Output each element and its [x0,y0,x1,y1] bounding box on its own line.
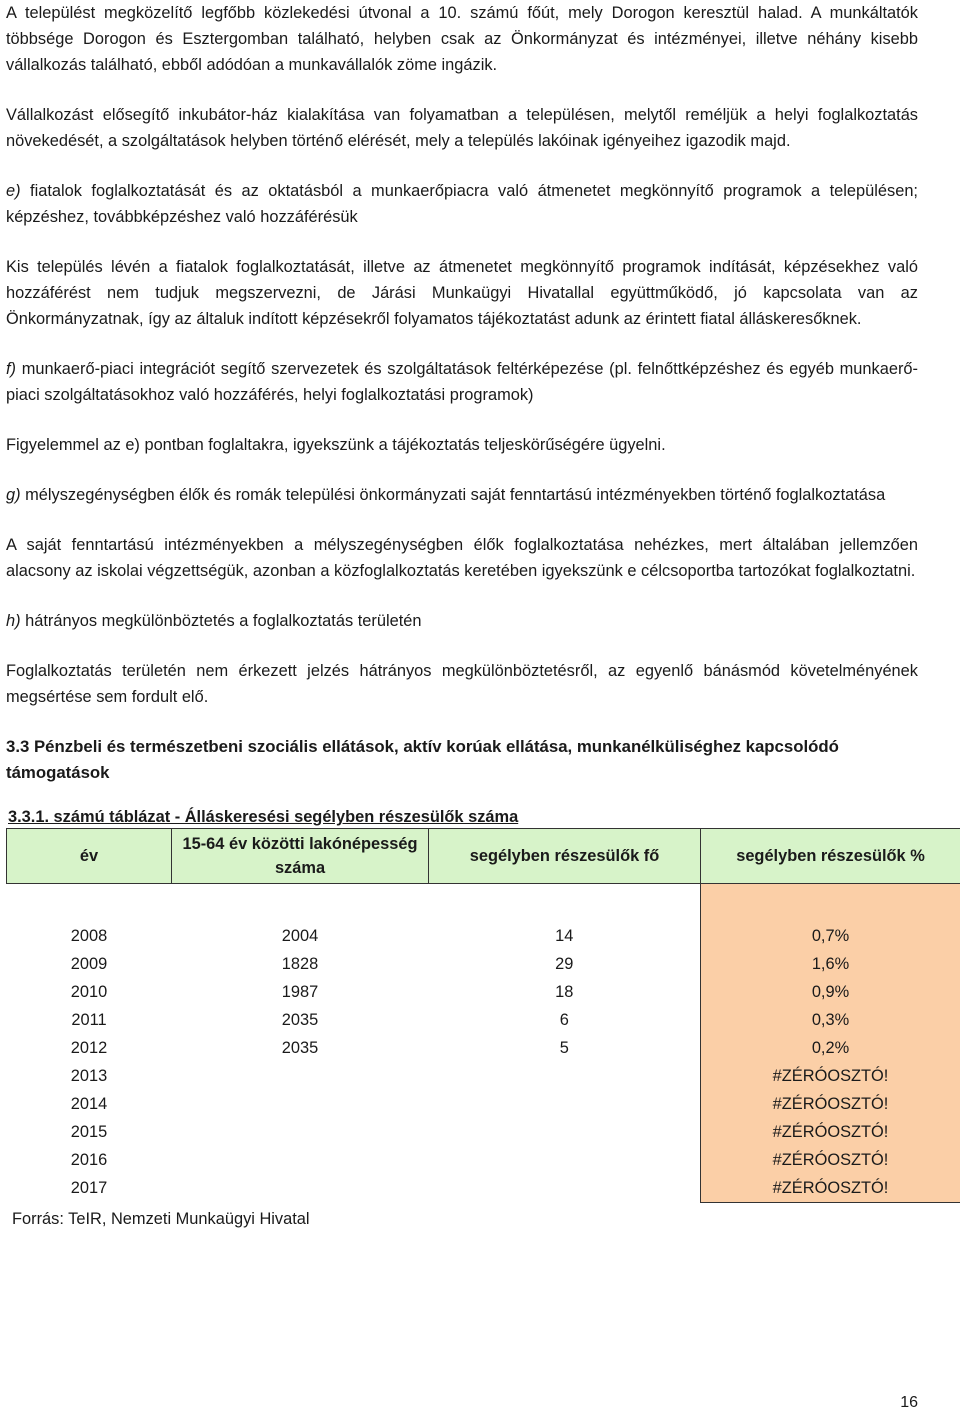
cell-recipients-percent: #ZÉRÓOSZTÓ! [701,1174,960,1203]
page-number: 16 [900,1394,918,1411]
paragraph-discrimination: Foglalkoztatás területén nem érkezett jelzés hátrányos megkülönböztetésről, az egyenlő bánásmód követelményének megsértése sem fordult elő. [6,662,918,706]
cell-year: 2009 [70,954,108,973]
table-row [7,1174,960,1203]
cell-recipients-count: 18 [555,982,574,1001]
cell-recipients-percent: 0,3% [701,1006,960,1034]
cell-recipients-percent: #ZÉRÓOSZTÓ! [701,1146,960,1174]
spacer-cell [429,884,701,923]
table-row [7,1118,960,1146]
spacer-cell [172,884,429,923]
cell-recipients-percent: #ZÉRÓOSZTÓ! [701,1062,960,1090]
paragraph-info: Figyelemmel az e) pontban foglaltakra, igyekszünk a tájékoztatás teljeskörűségére ügyelni. [6,436,666,454]
item-h-title [6,608,918,634]
table-row [7,1090,960,1118]
cell-year: 2010 [70,982,108,1001]
header-recipients-percent: segélyben részesülők % [701,829,960,884]
cell-year: 2016 [70,1150,108,1169]
cell-recipients-count: 6 [559,1010,569,1029]
cell-population: 2004 [281,926,319,945]
table-spacer-row [7,884,960,923]
item-e-label: e) [6,182,21,200]
paragraph-transport: A települést megközelítő legfőbb közlekedési útvonal a 10. számú főút, mely Dorogon keresztül halad. A munkáltatók többsége Dorogon és Esztergomban található, helyben csak az Önkormányzat és intézményei, illetve néhány kisebb vállalkozás található, ebből adódóan a munkavállalók zöme ingázik. [6,4,918,74]
table-caption: 3.3.1. számú táblázat - Álláskeresési segélyben részesülők száma [8,808,519,826]
table-row [7,922,960,950]
cell-recipients-count: 29 [555,954,574,973]
item-f-text: munkaerő-piaci integrációt segítő szervezetek és szolgáltatások feltérképezése (pl. felnőttképzéshez és egyéb munkaerő-piaci szolgáltatásokhoz való hozzáférés, helyi foglalkoztatási programok) [6,360,918,404]
cell-population [172,1118,429,1146]
item-g-title [6,482,918,508]
cell-recipients-percent: 1,6% [701,950,960,978]
item-f-title [6,356,918,408]
cell-population: 2035 [281,1038,319,1057]
item-e-text: fiatalok foglalkoztatását és az oktatásból a munkaerőpiacra való átmenetet megkönnyítő programok a településen; képzéshez, továbbképzéshez való hozzáférésük [6,182,918,226]
cell-population: 2035 [281,1010,319,1029]
paragraph-incubator: Vállalkozást elősegítő inkubátor-ház kialakítása van folyamatban a településen, melytől reméljük a helyi foglalkoztatás növekedését, a szolgáltatások helyben történő elérését, mely a település lakóinak igényeihez igazodik majd. [6,106,918,150]
item-e-title [6,178,918,230]
cell-population [172,1174,429,1203]
cell-year: 2013 [70,1066,108,1085]
header-recipients-count: segélyben részesülők fő [429,829,701,884]
cell-recipients-count: 5 [559,1038,569,1057]
table-row [7,1034,960,1062]
cell-recipients-count [429,1118,701,1146]
document-page [6,0,925,1231]
spacer-cell [701,884,960,923]
cell-recipients-count [429,1090,701,1118]
benefit-table [6,828,960,1203]
cell-recipients-percent: 0,9% [701,978,960,1006]
cell-year: 2015 [70,1122,108,1141]
table-row [7,1062,960,1090]
table-body [7,884,960,1203]
table-row [7,1146,960,1174]
table-row [7,950,960,978]
cell-population [172,1090,429,1118]
cell-recipients-count [429,1062,701,1090]
table-row [7,1006,960,1034]
table-source: Forrás: TeIR, Nemzeti Munkaügyi Hivatal [12,1210,310,1228]
header-population: 15-64 év közötti lakónépesség száma [172,829,429,884]
item-g-text: mélyszegénységben élők és romák települési önkormányzati saját fenntartású intézményekben történő foglalkoztatása [20,486,886,504]
paragraph-institutions: A saját fenntartású intézményekben a mélyszegénységben élők foglalkoztatása nehézkes, mert általában jellemzően alacsony az iskolai végzettségük, azonban a közfoglalkoztatás keretében igyekszünk e célcsoportba tartozókat foglalkoztatni. [6,536,918,580]
cell-year: 2014 [70,1094,108,1113]
cell-recipients-percent: #ZÉRÓOSZTÓ! [701,1090,960,1118]
cell-population: 1987 [281,982,319,1001]
cell-recipients-percent: 0,2% [701,1034,960,1062]
item-h-label: h) [6,612,21,630]
spacer-cell [7,884,172,923]
cell-year: 2017 [70,1178,108,1197]
header-year: év [7,829,172,884]
section-heading: 3.3 Pénzbeli és természetbeni szociális ellátások, aktív korúak ellátása, munkanélküliséghez kapcsolódó támogatások [6,737,839,782]
cell-population: 1828 [281,954,319,973]
cell-year: 2012 [70,1038,108,1057]
cell-recipients-count: 14 [555,926,574,945]
cell-recipients-percent: #ZÉRÓOSZTÓ! [701,1118,960,1146]
table-row [7,978,960,1006]
cell-recipients-percent: 0,7% [701,922,960,950]
cell-year: 2011 [71,1010,107,1029]
cell-recipients-count [429,1146,701,1174]
paragraph-youth: Kis település lévén a fiatalok foglalkoztatását, illetve az átmenetet megkönnyítő programok indítását, képzésekhez való hozzáférést nem tudjuk megszervezni, de Járási Munkaügyi Hivatallal együttműködő, jó kapcsolata van az Önkormányzatnak, így az általuk indított képzésekről folyamatos tájékoztatást adunk az érintett fiatal álláskeresőknek. [6,258,918,328]
item-h-text: hátrányos megkülönböztetés a foglalkoztatás területén [20,612,422,630]
table-header-row [7,829,960,884]
item-f-label: f) [6,360,17,378]
item-g-label: g) [6,486,21,504]
cell-recipients-count [429,1174,701,1203]
cell-population [172,1146,429,1174]
cell-population [172,1062,429,1090]
cell-year: 2008 [70,926,108,945]
